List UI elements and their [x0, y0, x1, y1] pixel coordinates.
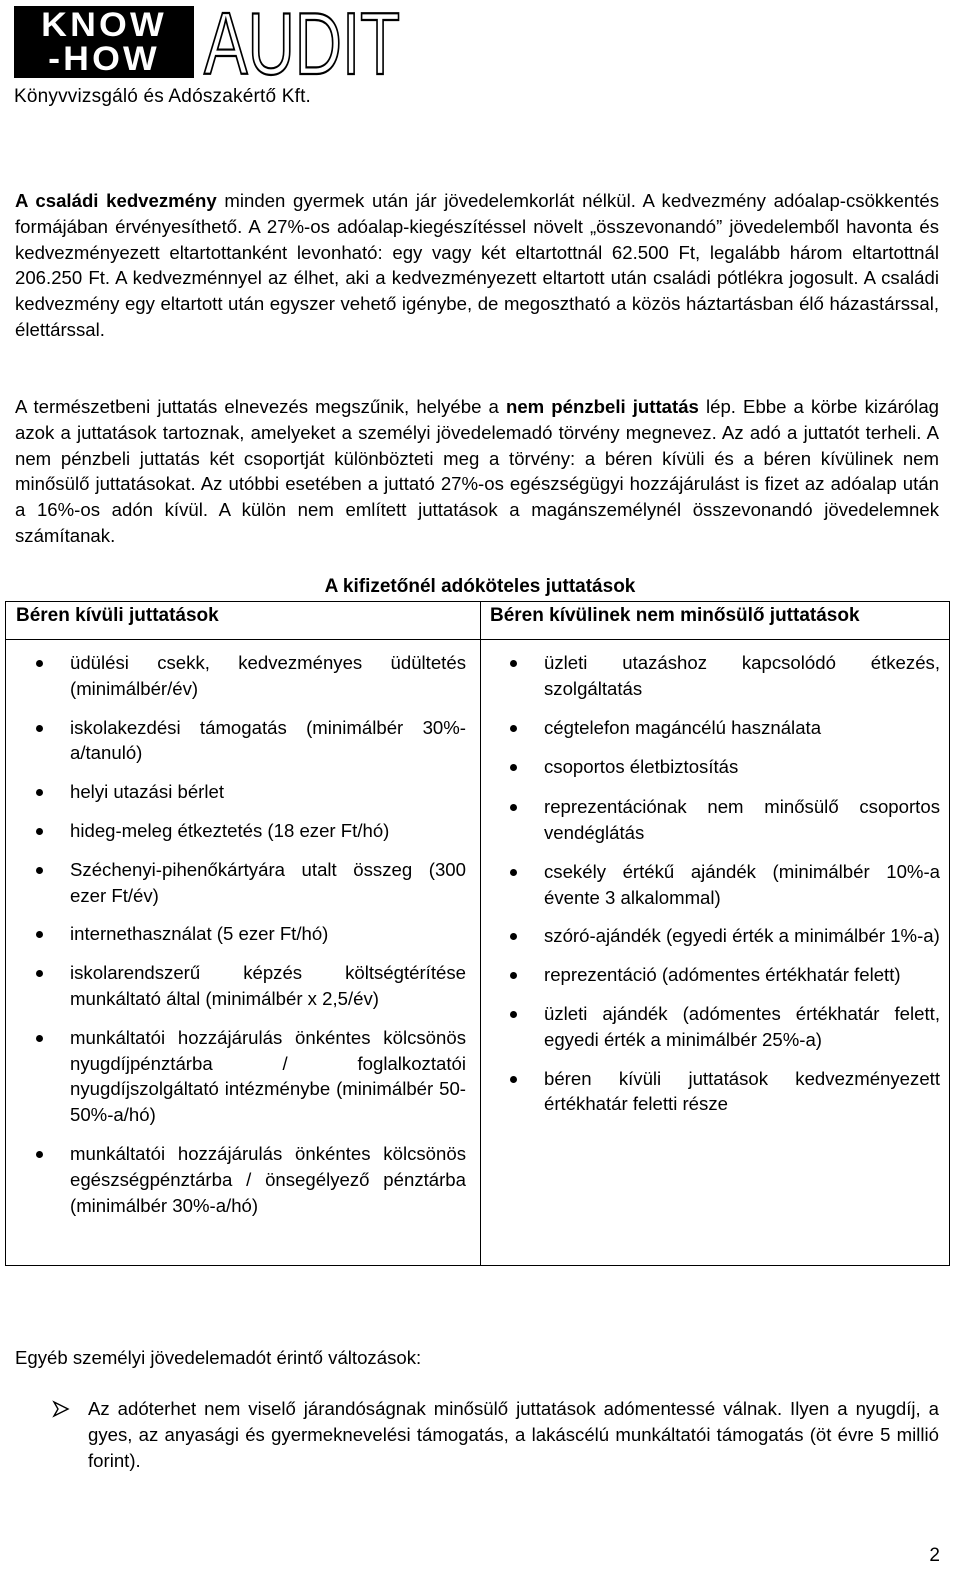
- left-benefit-list: [36, 650, 466, 1231]
- bullet-icon: [510, 660, 517, 667]
- logo-audit-text: AUDIT: [204, 0, 400, 93]
- list-item: üzleti utazáshoz kapcsolódó étkezés, szolgáltatás: [510, 650, 940, 702]
- benefits-table: [5, 601, 950, 1266]
- company-logo: [14, 0, 434, 112]
- list-item: cégtelefon magáncélú használata: [510, 715, 940, 741]
- paragraph-family-allowance: [15, 188, 939, 343]
- list-item: helyi utazási bérlet: [36, 779, 466, 805]
- bullet-icon: [36, 931, 43, 938]
- non-cash-bold: nem pénzbeli juttatás: [505, 396, 699, 417]
- list-item: munkáltatói hozzájárulás önkéntes kölcsönös egészségpénztárba / önsegélyező pénztárba (minimálbér 30%-a/hó): [36, 1141, 466, 1218]
- list-item: iskolarendszerű képzés költségtérítése munkáltató által (minimálbér x 2,5/év): [36, 960, 466, 1012]
- non-cash-text-start: A természetbeni juttatás elnevezés megszűnik, helyébe a: [15, 396, 506, 417]
- logo-line-2: -HOW: [48, 40, 160, 78]
- list-item: béren kívüli juttatások kedvezményezett értékhatár feletti része: [510, 1066, 940, 1118]
- column-header-left: Béren kívüli juttatások: [16, 605, 219, 626]
- bullet-icon: [36, 1035, 43, 1042]
- bullet-icon: [510, 972, 517, 979]
- family-allowance-text: minden gyermek után jár jövedelemkorlát nélkül. A kedvezmény adóalap-csökkentés formájában érvényesíthető. A 27%-os adóalap-kiegészítéssel növelt „összevonandó” jövedelemből havonta és kedvezményezett eltartottanként levonható: egy vagy két eltartottnál 62.500 Ft, legalább három eltartottnál 206.250 Ft. A kedvezménnyel az élhet, aki a kedvezményezett eltartott után családi pótlékra jogosult. A családi kedvezmény egy eltartott után egyszer vehető igénybe, de megosztható a közös háztartásban élő házastárssal, élettárssal.: [15, 190, 939, 340]
- right-benefit-list: [510, 650, 940, 1130]
- bullet-icon: [36, 725, 43, 732]
- logo-black-box: [14, 6, 194, 78]
- list-item: üdülési csekk, kedvezményes üdültetés (minimálbér/év): [36, 650, 466, 702]
- bullet-icon: [36, 789, 43, 796]
- non-cash-text-rest: lép. Ebbe a körbe kizárólag azok a juttatások tartoznak, amelyeket a személyi jövedelemadó törvény megnevez. Az adó a juttatót terheli. A nem pénzbeli juttatás két csoportját különbözteti meg a törvény: a béren kívüli és a béren kívülinek nem minősülő juttatásokat. Az utóbbi esetében a juttató 27%-os egészségügyi hozzájárulást is fizet az adóalap után a 16%-os adón kívül. A külön nem említett juttatások a magánszemélynél összevonandó jövedelemnek számítanak.: [15, 396, 939, 546]
- list-item: csekély értékű ajándék (minimálbér 10%-a évente 3 alkalommal): [510, 859, 940, 911]
- list-item: munkáltatói hozzájárulás önkéntes kölcsönös nyugdíjpénztárba / foglalkoztatói nyugdíjszolgáltató intézménybe (minimálbér 50-50%-a/hó): [36, 1025, 466, 1128]
- page-number: 2: [929, 1545, 940, 1566]
- list-item: szóró-ajándék (egyedi érték a minimálbér 1%-a): [510, 923, 940, 949]
- bullet-icon: [510, 1076, 517, 1083]
- list-item: iskolakezdési támogatás (minimálbér 30%-a/tanuló): [36, 715, 466, 767]
- bullet-icon: [36, 828, 43, 835]
- list-item: hideg-meleg étkeztetés (18 ezer Ft/hó): [36, 818, 466, 844]
- list-item: reprezentációnak nem minősülő csoportos vendéglátás: [510, 794, 940, 846]
- logo-line-1: KNOW: [41, 6, 167, 44]
- bullet-icon: [510, 764, 517, 771]
- bullet-icon: [510, 1011, 517, 1018]
- table-title: A kifizetőnél adóköteles juttatások: [324, 576, 636, 597]
- logo-audit-mark: [204, 0, 404, 93]
- paragraph-non-cash-benefit: [15, 394, 939, 549]
- arrow-bullet-icon: [53, 1401, 69, 1417]
- bullet-icon: [36, 970, 43, 977]
- table-divider-horizontal: [6, 639, 949, 640]
- arrow-item-text: Az adóterhet nem viselő járandóságnak minősülő juttatások adómentessé válnak. Ilyen a nyugdíj, a gyes, az anyasági és gyermeknevelési támogatás, a lakáscélú munkáltatói támogatás (öt évre 5 millió forint).: [88, 1398, 939, 1471]
- bullet-icon: [36, 660, 43, 667]
- list-item: internethasználat (5 ezer Ft/hó): [36, 921, 466, 947]
- list-item: reprezentáció (adómentes értékhatár felett): [510, 962, 940, 988]
- other-changes-heading: Egyéb személyi jövedelemadót érintő változások:: [15, 1347, 422, 1368]
- list-item: Széchenyi-pihenőkártyára utalt összeg (300 ezer Ft/év): [36, 857, 466, 909]
- table-divider-vertical: [480, 602, 481, 1265]
- logo-subtitle: Könyvvizsgáló és Adószakértő Kft.: [14, 86, 312, 107]
- bullet-icon: [36, 1151, 43, 1158]
- bullet-icon: [510, 869, 517, 876]
- bullet-icon: [510, 933, 517, 940]
- list-item: üzleti ajándék (adómentes értékhatár felett, egyedi érték a minimálbér 25%-a): [510, 1001, 940, 1053]
- bullet-icon: [510, 725, 517, 732]
- family-allowance-bold: A családi kedvezmény: [15, 190, 217, 211]
- list-item: csoportos életbiztosítás: [510, 754, 940, 780]
- column-header-right: Béren kívülinek nem minősülő juttatások: [490, 605, 860, 626]
- bullet-icon: [36, 867, 43, 874]
- bullet-icon: [510, 804, 517, 811]
